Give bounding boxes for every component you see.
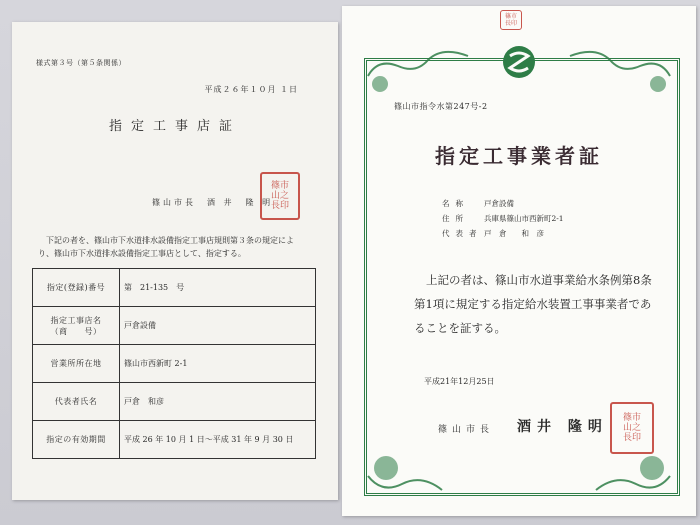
- row-value: 篠山市西新町 2-1: [120, 345, 316, 383]
- info-value: 戸 倉 和 彦: [484, 229, 544, 238]
- issue-date: 平成２６年１０月 １日: [204, 85, 298, 94]
- certificate-number: 篠山市指令水第247号-2: [394, 102, 488, 111]
- seal-line: 山之: [622, 423, 641, 433]
- corner-stamp: [500, 10, 522, 30]
- form-number: 様式第３号（第５条関係）: [36, 59, 126, 67]
- info-label: 名称: [442, 199, 469, 208]
- certificate-date: 平成21年12月25日: [424, 377, 495, 386]
- row-value: 戸倉 和彦: [120, 383, 316, 421]
- designated-contractor-certificate: [12, 22, 338, 500]
- row-value: 戸倉設備: [120, 307, 316, 345]
- row-label: 営業所所在地: [33, 345, 120, 383]
- seal-line: 篠市: [622, 413, 641, 423]
- seal-line: 長印: [622, 433, 641, 443]
- table-row: [33, 269, 316, 307]
- certificate-title: 指定工事業者証: [435, 144, 603, 168]
- info-label: 住所: [442, 214, 469, 223]
- row-value: 第 21-135 号: [120, 269, 316, 307]
- info-row: [442, 196, 564, 211]
- row-label: 代表者氏名: [33, 383, 120, 421]
- details-table: [32, 268, 316, 459]
- row-value: 平成 26 年 10 月 1 日～平成 31 年 9 月 30 日: [120, 421, 316, 459]
- table-row: [33, 307, 316, 345]
- info-value: 兵庫県篠山市西新町2-1: [484, 214, 564, 223]
- row-label: 指定の有効期間: [33, 421, 120, 459]
- seal-line: 篠市: [504, 13, 517, 20]
- seal-line: 山之: [270, 191, 289, 201]
- table-row: [33, 421, 316, 459]
- issuer: 篠山市長 酒 井 隆 明: [152, 198, 274, 207]
- official-seal: [610, 402, 654, 454]
- certificate-statement: 上記の者は、篠山市水道事業給水条例第8条第1項に規定する指定給水装置工事事業者であることを証する。: [414, 273, 652, 335]
- mayor-name: 酒井 隆明: [517, 419, 608, 435]
- table-row: [33, 345, 316, 383]
- official-seal: [260, 172, 300, 220]
- info-label: 代表者: [442, 229, 483, 238]
- seal-line: 篠市: [270, 181, 289, 191]
- info-value: 戸倉設備: [484, 199, 514, 208]
- table-row: [33, 383, 316, 421]
- city-emblem-icon: [500, 44, 538, 80]
- seal-line: 長印: [270, 201, 289, 211]
- info-row: [442, 226, 564, 241]
- contractor-info: [442, 196, 564, 241]
- certificate-title: 指定工事店証: [108, 119, 241, 134]
- row-label: 指定工事店名 （商 号）: [33, 307, 120, 345]
- row-label: 指定(登録)番号: [33, 269, 120, 307]
- info-row: [442, 211, 564, 226]
- water-supply-contractor-certificate: [342, 6, 696, 516]
- certificate-body: 下記の者を、篠山市下水道排水設備指定工事店規則第３条の規定により、篠山市下水道排水設備指定工事店として、指定する。: [38, 236, 294, 258]
- seal-line: 長印: [504, 20, 517, 27]
- mayor-title: 篠山市長: [438, 425, 495, 435]
